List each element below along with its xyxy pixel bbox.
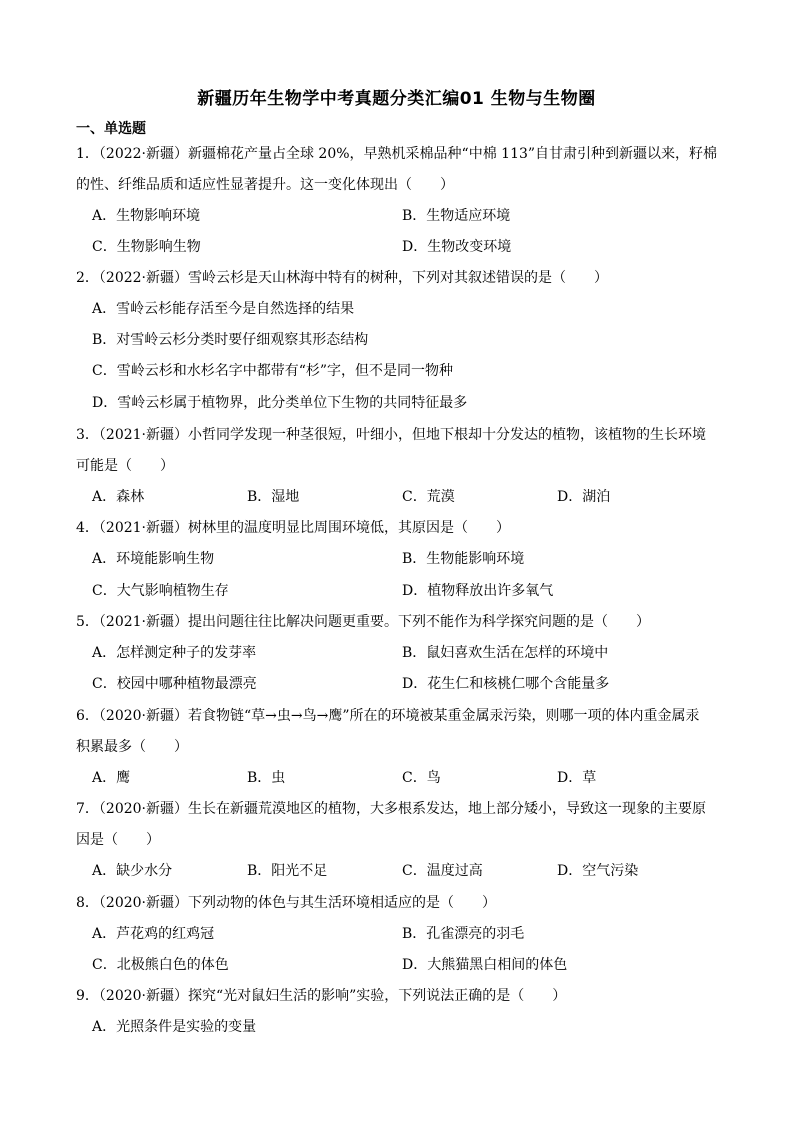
question-8-option-a: A．芦花鸡的红鸡冠: [92, 926, 215, 942]
question-8-option-b: B．孔雀漂亮的羽毛: [402, 926, 525, 942]
question-4-option-b: B．生物能影响环境: [402, 551, 525, 567]
question-4-stem-line-1: 4．（2021·新疆）树林里的温度明显比周围环境低，其原因是（ ）: [76, 520, 510, 536]
question-2-option-b: B．对雪岭云杉分类时要仔细观察其形态结构: [92, 332, 369, 348]
question-7-stem-line-2: 因是（ ）: [76, 832, 160, 848]
question-2-option-c: C．雪岭云杉和水杉名字中都带有“杉”字，但不是同一物种: [92, 363, 454, 379]
question-1-stem-line-2: 的性、纤维品质和适应性显著提升。这一变化体现出（ ）: [76, 177, 454, 193]
question-6-option-c: C．鸟: [402, 770, 441, 786]
section-heading: 一、单选题: [76, 121, 146, 137]
question-9-option-a: A．光照条件是实验的变量: [92, 1019, 257, 1035]
question-5-option-b: B．鼠妇喜欢生活在怎样的环境中: [402, 645, 609, 661]
question-6-option-b: B．虫: [247, 770, 286, 786]
question-7-stem-line-1: 7．（2020·新疆）生长在新疆荒漠地区的植物，大多根系发达，地上部分矮小，导致这一现象的主要原: [76, 801, 706, 817]
question-7-option-c: C．温度过高: [402, 863, 483, 879]
question-1-stem-line-1: 1．（2022·新疆）新疆棉花产量占全球 20%，早熟机采棉品种“中棉 113”自甘肃引种到新疆以来，籽棉: [76, 146, 718, 162]
question-3-stem-line-1: 3．（2021·新疆）小哲同学发现一种茎很短，叶细小，但地下根却十分发达的植物，该植物的生长环境: [76, 427, 706, 443]
question-6-option-a: A．鹰: [92, 770, 131, 786]
question-3-stem-line-2: 可能是（ ）: [76, 458, 174, 474]
question-5-option-a: A．怎样测定种子的发芽率: [92, 645, 257, 661]
document-title: 新疆历年生物学中考真题分类汇编01 生物与生物圈: [197, 89, 596, 109]
question-5-option-c: C．校园中哪种植物最漂亮: [92, 676, 257, 692]
question-7-option-b: B．阳光不足: [247, 863, 328, 879]
question-4-option-c: C．大气影响植物生存: [92, 583, 229, 599]
question-7-option-d: D．空气污染: [557, 863, 639, 879]
question-1-option-a: A．生物影响环境: [92, 208, 201, 224]
question-6-option-d: D．草: [557, 770, 597, 786]
question-6-stem-line-2: 积累最多（ ）: [76, 739, 188, 755]
question-3-option-b: B．湿地: [247, 489, 300, 505]
question-2-option-d: D．雪岭云杉属于植物界，此分类单位下生物的共同特征最多: [92, 395, 468, 411]
question-7-option-a: A．缺少水分: [92, 863, 173, 879]
question-6-stem-line-1: 6．（2020·新疆）若食物链“草→虫→鸟→鹰”所在的环境被某重金属汞污染，则哪一项的体内重金属汞: [76, 708, 700, 724]
question-5-option-d: D．花生仁和核桃仁哪个含能量多: [402, 676, 610, 692]
question-8-option-d: D．大熊猫黑白相间的体色: [402, 957, 568, 973]
question-3-option-d: D．湖泊: [557, 489, 611, 505]
question-1-option-c: C．生物影响生物: [92, 239, 201, 255]
question-9-stem-line-1: 9．（2020·新疆）探究“光对鼠妇生活的影响”实验，下列说法正确的是（ ）: [76, 988, 567, 1004]
question-8-option-c: C．北极熊白色的体色: [92, 957, 229, 973]
question-4-option-d: D．植物释放出许多氧气: [402, 583, 554, 599]
question-3-option-a: A．森林: [92, 489, 145, 505]
question-1-option-b: B．生物适应环境: [402, 208, 511, 224]
question-2-stem-line-1: 2．（2022·新疆）雪岭云杉是天山林海中特有的树种，下列对其叙述错误的是（ ）: [76, 270, 608, 286]
question-8-stem-line-1: 8．（2020·新疆）下列动物的体色与其生活环境相适应的是（ ）: [76, 895, 496, 911]
question-4-option-a: A．环境能影响生物: [92, 551, 215, 567]
question-2-option-a: A．雪岭云杉能存活至今是自然选择的结果: [92, 301, 355, 317]
question-3-option-c: C．荒漠: [402, 489, 455, 505]
question-1-option-d: D．生物改变环境: [402, 239, 512, 255]
question-5-stem-line-1: 5．（2021·新疆）提出问题往往比解决问题更重要。下列不能作为科学探究问题的是（ ）: [76, 614, 650, 630]
